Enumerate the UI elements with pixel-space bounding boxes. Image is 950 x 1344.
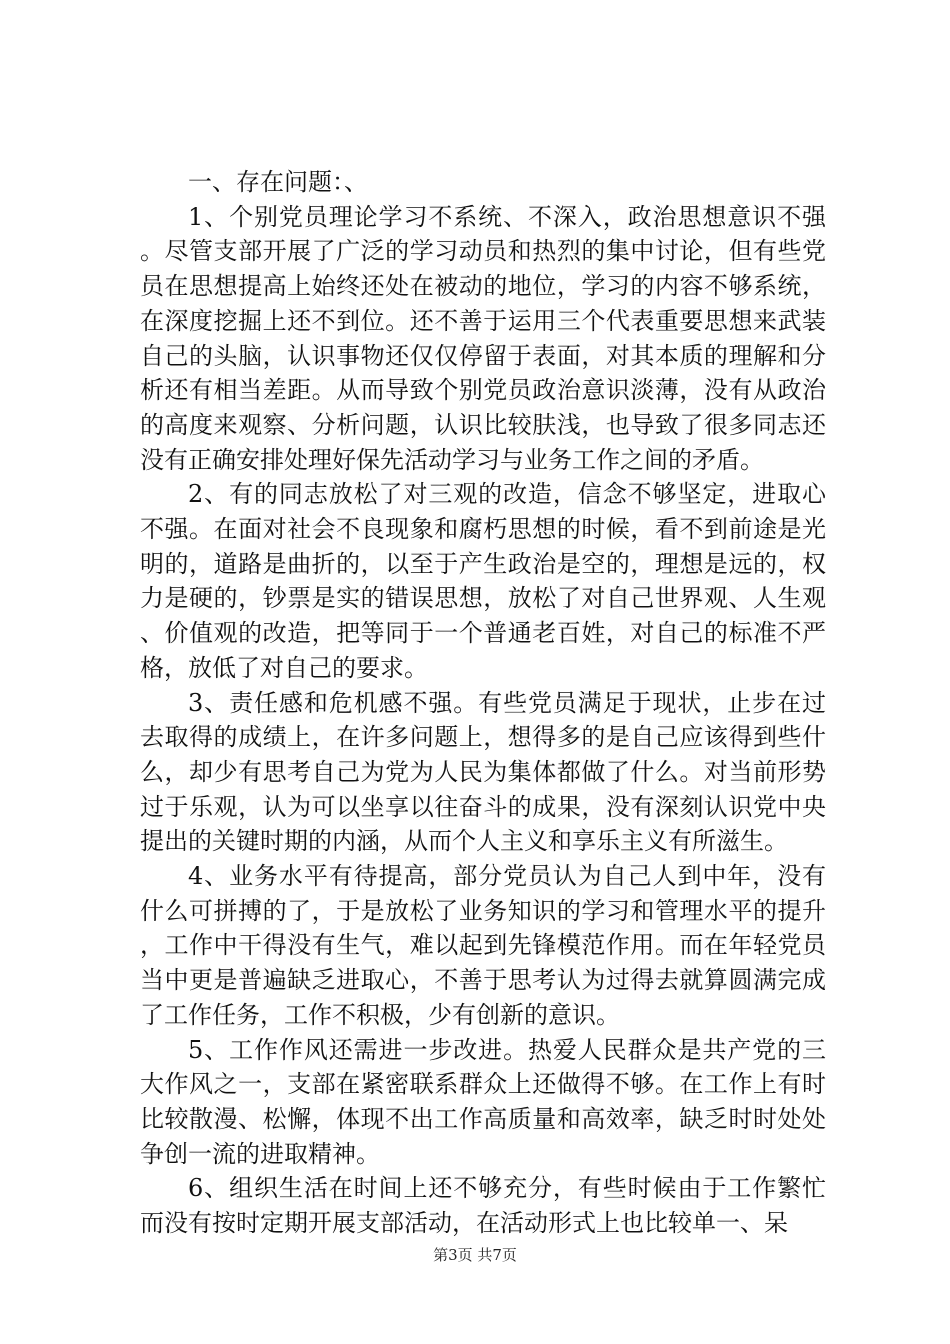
paragraph-1: 1、个别党员理论学习不系统、不深入，政治思想意识不强。尽管支部开展了广泛的学习动员和热烈的集中讨论，但有些党员在思想提高上始终还处在被动的地位，学习的内容不够系统，在深度挖掘上还不到位。还不善于运用三个代表重要思想来武装自己的头脑，认识事物还仅仅停留于表面，对其本质的理解和分析还有相当差距。从而导致个别党员政治意识淡薄，没有从政治的高度来观察、分析问题，认识比较肤浅，也导致了很多同志还没有正确安排处理好保先活动学习与业务工作之间的矛盾。: [140, 202, 826, 474]
document-body: [140, 165, 826, 1241]
paragraph-3: 3、责任感和危机感不强。有些党员满足于现状，止步在过去取得的成绩上，在许多问题上，想得多的是自己应该得到些什么，却少有思考自己为党为人民为集体都做了什么。对当前形势过于乐观，认为可以坐享以往奋斗的成果，没有深刻认识党中央提出的关键时期的内涵，从而个人主义和享乐主义有所滋生。: [140, 688, 826, 856]
paragraph-6: 6、组织生活在时间上还不够充分，有些时候由于工作繁忙而没有按时定期开展支部活动，在活动形式上也比较单一、呆: [140, 1174, 826, 1238]
paragraph-5: 5、工作作风还需进一步改进。热爱人民群众是共产党的三大作风之一，支部在紧密联系群众上还做得不够。在工作上有时比较散漫、松懈，体现不出工作高质量和高效率，缺乏时时处处争创一流的进取精神。: [140, 1035, 826, 1168]
paragraph-2: 2、有的同志放松了对三观的改造，信念不够坚定，进取心不强。在面对社会不良现象和腐朽思想的时候，看不到前途是光明的，道路是曲折的，以至于产生政治是空的，理想是远的，权力是硬的，钞票是实的错误思想，放松了对自己世界观、人生观、价值观的改造，把等同于一个普通老百姓，对自己的标准不严格，放低了对自己的要求。: [140, 480, 826, 682]
section-heading: 一、存在问题：、: [188, 168, 368, 196]
paragraph-4: 4、业务水平有待提高，部分党员认为自己人到中年，没有什么可拼搏的了，于是放松了业务知识的学习和管理水平的提升，工作中干得没有生气，难以起到先锋模范作用。而在年轻党员当中更是普遍缺乏进取心，不善于思考认为过得去就算圆满完成了工作任务，工作不积极，少有创新的意识。: [140, 862, 826, 1029]
page-number: 第3页 共7页: [433, 1246, 517, 1264]
page-footer: [0, 1245, 950, 1265]
